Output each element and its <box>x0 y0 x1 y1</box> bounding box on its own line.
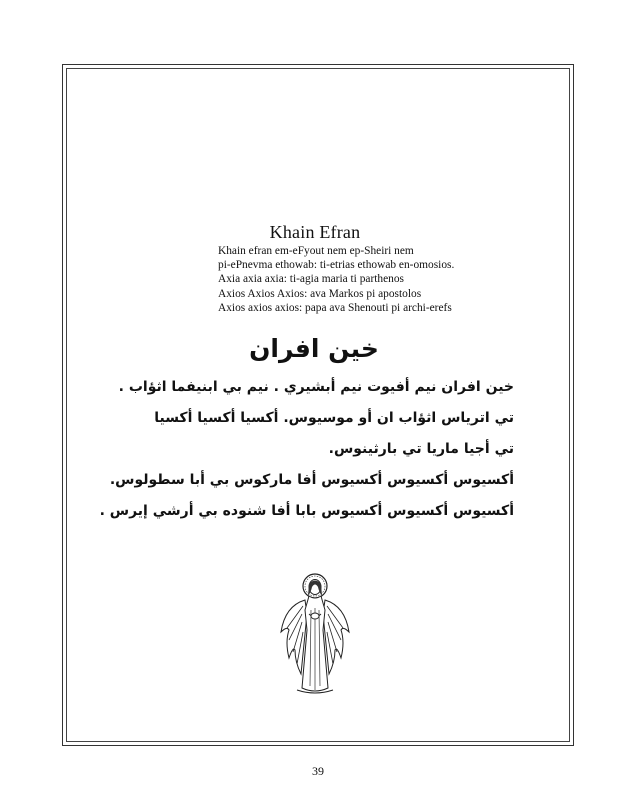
arabic-title: خين افران <box>249 334 379 363</box>
arabic-text-block <box>99 372 514 527</box>
arabic-line: خين افران نيم أفيوت نيم أبشيري . نيم بي ابنيفما اثؤاب . <box>118 379 514 395</box>
angel-illustration-icon <box>275 570 355 696</box>
transliteration-line: Axia axia axia: ti-agia maria ti parthenos <box>218 273 404 286</box>
transliteration-block <box>218 244 454 315</box>
arabic-line: تي اترياس اثؤاب ان أو موسيوس. أكسيا أكسيا أكسيا <box>154 410 514 426</box>
arabic-line: أكسيوس أكسيوس أكسيوس بابا أفا شنوده بي أرشي إيرس . <box>99 503 514 519</box>
arabic-line: أكسيوس أكسيوس أكسيوس أفا ماركوس بي أبا سطولوس. <box>109 472 514 488</box>
transliteration-line: Axios axios axios: papa ava Shenouti pi archi-erefs <box>218 301 452 314</box>
arabic-line: تي أجيا ماريا تي بارثينوس. <box>328 441 514 457</box>
hymn-title: Khain Efran <box>269 222 361 242</box>
transliteration-line: Axios Axios Axios: ava Markos pi apostolos <box>218 287 422 300</box>
page-number: 39 <box>312 764 324 778</box>
transliteration-line: pi-ePnevma ethowab: ti-etrias ethowab en-omosios. <box>218 259 455 272</box>
transliteration-line: Khain efran em-eFyout nem ep-Sheiri nem <box>218 245 414 257</box>
